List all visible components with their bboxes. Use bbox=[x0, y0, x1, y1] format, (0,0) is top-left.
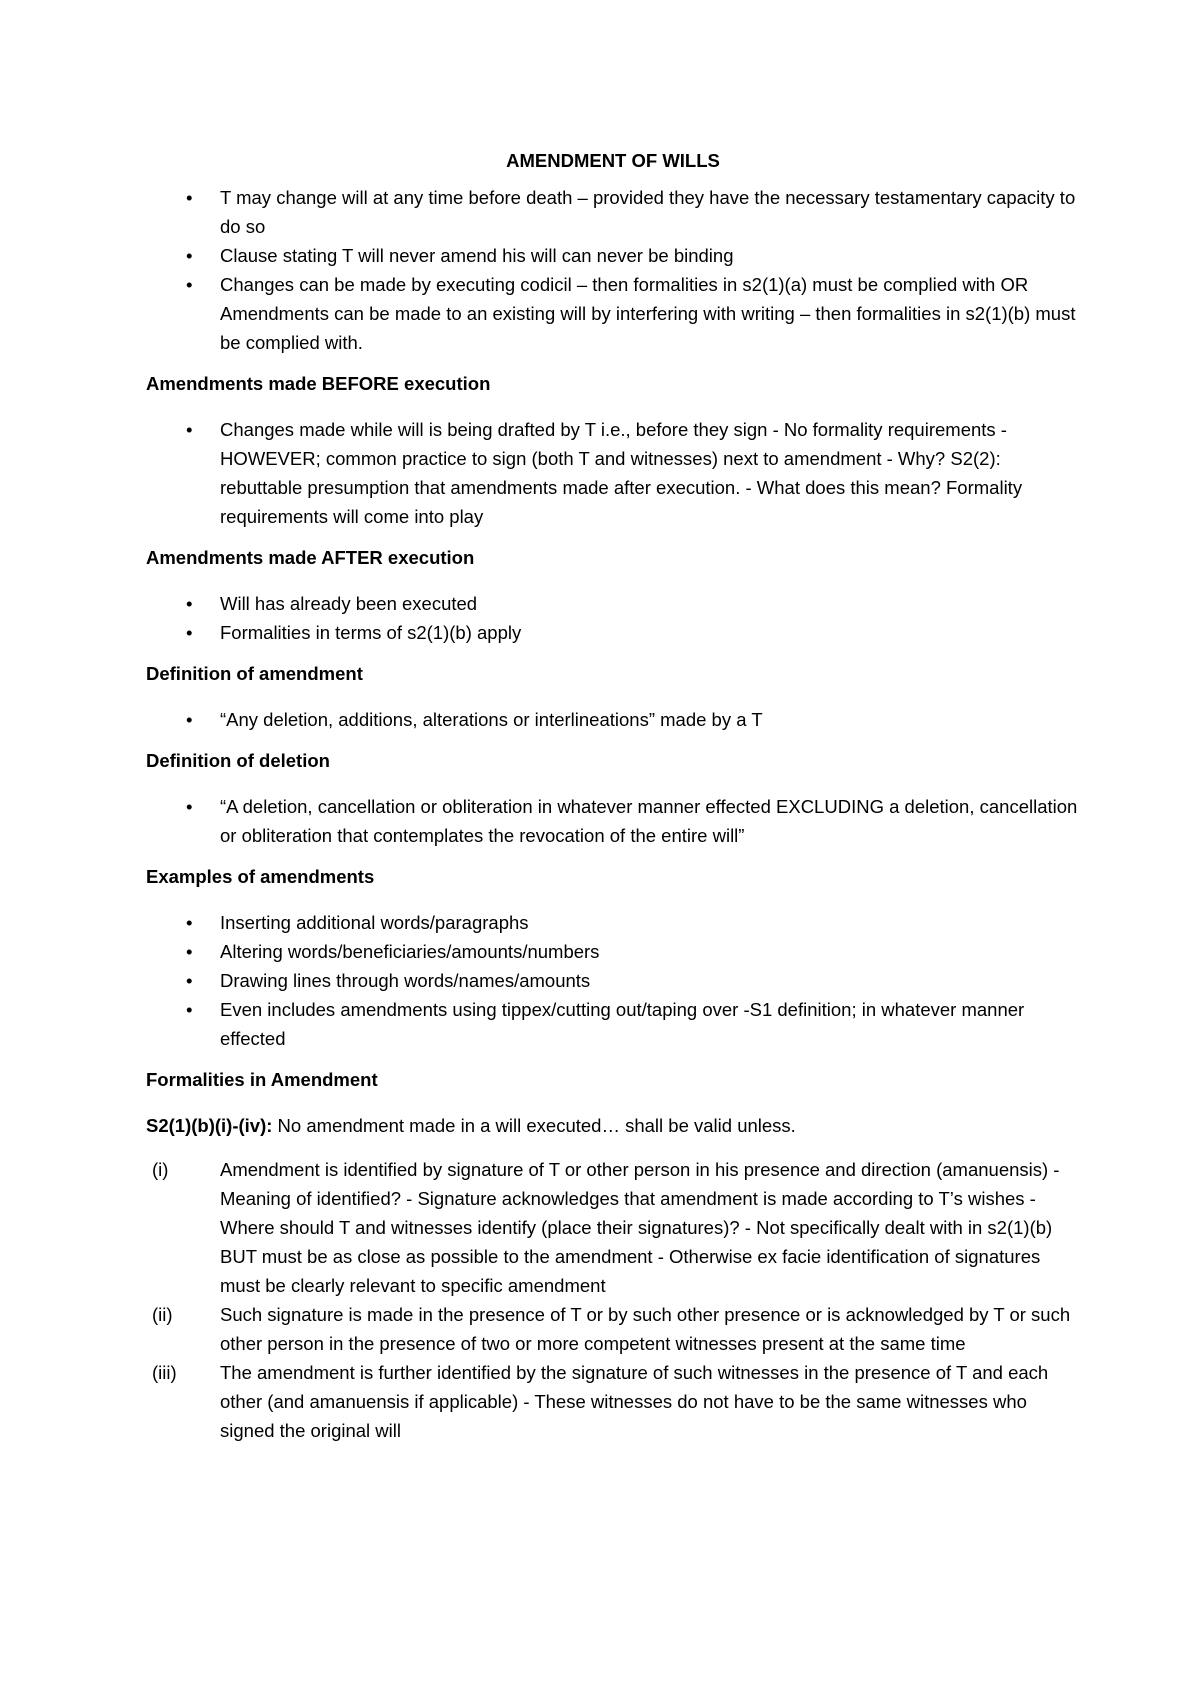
bullet-item: • Changes made while will is being drafted by T i.e., before they sign - No formality requirements - HOWEVER; common practice to sign (both T and witnesses) next to amendment - Why? S2(2): rebuttable presumption that amendments made after execution. - What does this mean? Formality requirements will come into play bbox=[146, 415, 1080, 531]
bullet-list bbox=[146, 792, 1080, 850]
document-title: AMENDMENT OF WILLS bbox=[506, 150, 720, 171]
item-number: (i) bbox=[152, 1159, 169, 1180]
bullet-item: • T may change will at any time before death – provided they have the necessary testamentary capacity to do so bbox=[146, 183, 1080, 241]
item-number: (iii) bbox=[152, 1362, 177, 1383]
bullet-item: • Clause stating T will never amend his will can never be binding bbox=[146, 241, 1080, 270]
bullet-item: • Formalities in terms of s2(1)(b) apply bbox=[146, 618, 1080, 647]
numbered-item bbox=[146, 1155, 1080, 1300]
numbered-item bbox=[146, 1300, 1080, 1358]
bullet-item: • Inserting additional words/paragraphs bbox=[146, 908, 1080, 937]
bullet-item: • “Any deletion, additions, alterations or interlineations” made by a T bbox=[146, 705, 1080, 734]
section-heading-before-execution: Amendments made BEFORE execution bbox=[146, 373, 491, 394]
section-heading-examples: Examples of amendments bbox=[146, 866, 375, 887]
statute-reference: S2(1)(b)(i)-(iv): bbox=[146, 1115, 273, 1136]
formalities-lead-paragraph bbox=[146, 1111, 1080, 1140]
section-heading-definition-amendment: Definition of amendment bbox=[146, 663, 363, 684]
item-text: Such signature is made in the presence of T or by such other presence or is acknowledged by T or such other person in the presence of two or more competent witnesses present at the same time bbox=[220, 1304, 1071, 1354]
formalities-numbered-list bbox=[146, 1155, 1080, 1445]
bullet-item: • Even includes amendments using tippex/cutting out/taping over -S1 definition; in whatever manner effected bbox=[146, 995, 1080, 1053]
bullet-item: • Will has already been executed bbox=[146, 589, 1080, 618]
section-heading-formalities: Formalities in Amendment bbox=[146, 1069, 378, 1090]
item-text: The amendment is further identified by the signature of such witnesses in the presence of T and each other (and amanuensis if applicable) - These witnesses do not have to be the same witnesses who signed the original will bbox=[220, 1362, 1049, 1441]
item-text: Amendment is identified by signature of T or other person in his presence and direction (amanuensis) - Meaning of identified? - Signature acknowledges that amendment is made according to T’s wishes - Where should T and witnesses identify (place their signatures)? - Not specifically dealt with in s2(1)(b) BUT must be as close as possible to the amendment - Otherwise ex facie identification of signatures must be clearly relevant to specific amendment bbox=[220, 1159, 1060, 1296]
bullet-list bbox=[146, 589, 1080, 647]
bullet-item: • Drawing lines through words/names/amounts bbox=[146, 966, 1080, 995]
bullet-list bbox=[146, 415, 1080, 531]
bullet-item: • Altering words/beneficiaries/amounts/numbers bbox=[146, 937, 1080, 966]
intro-bullet-list bbox=[146, 183, 1080, 357]
bullet-list bbox=[146, 705, 1080, 734]
section-heading-definition-deletion: Definition of deletion bbox=[146, 750, 330, 771]
formalities-lead-text: No amendment made in a will executed… shall be valid unless. bbox=[272, 1115, 796, 1136]
bullet-item: • Changes can be made by executing codicil – then formalities in s2(1)(a) must be complied with OR Amendments can be made to an existing will by interfering with writing – then formalities in s2(1)(b) must be complied with. bbox=[146, 270, 1080, 357]
section-heading-after-execution: Amendments made AFTER execution bbox=[146, 547, 475, 568]
bullet-item: • “A deletion, cancellation or obliteration in whatever manner effected EXCLUDING a deletion, cancellation or obliteration that contemplates the revocation of the entire will” bbox=[146, 792, 1080, 850]
bullet-list bbox=[146, 908, 1080, 1053]
numbered-item bbox=[146, 1358, 1080, 1445]
item-number: (ii) bbox=[152, 1304, 173, 1325]
